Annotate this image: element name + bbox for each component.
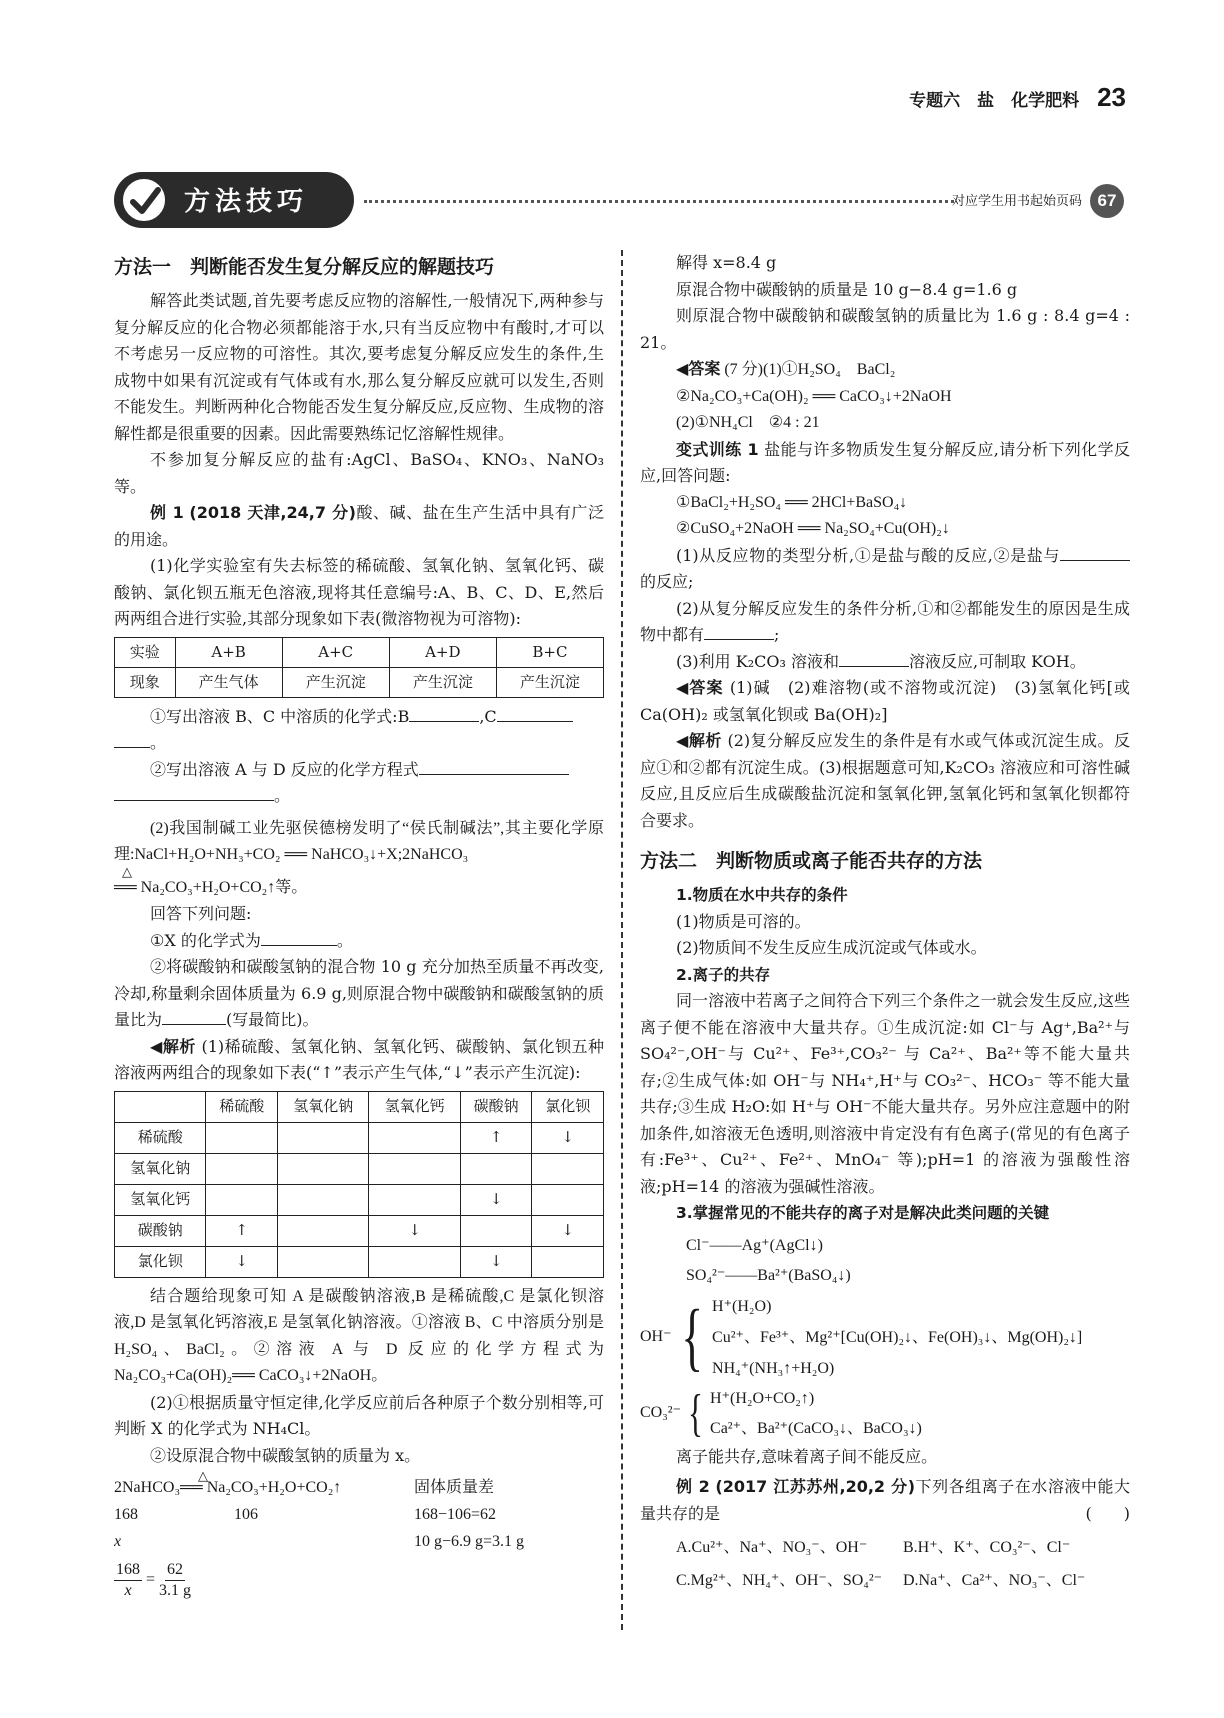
example-label: 例 2 — [676, 1477, 710, 1496]
table-cell: 产生沉淀 — [389, 667, 496, 697]
table-header: 氯化钡 — [532, 1091, 604, 1122]
question-1a — [114, 704, 604, 731]
answer-blank[interactable] — [114, 783, 274, 801]
options-row — [640, 1535, 1130, 1562]
answer-label-text: 答案 — [689, 678, 724, 697]
calc-value: 106 — [234, 1506, 258, 1523]
group-item: NH₄⁺(NH₃↑+H₂O) — [712, 1359, 835, 1377]
answer-label-text: 答案 — [688, 359, 721, 378]
table-cell: 产生气体 — [175, 667, 282, 697]
dotted-divider — [364, 200, 954, 203]
table-cell: 稀硫酸 — [115, 1122, 206, 1153]
answer-line: ②Na₂CO₃+Ca(OH)₂ ══ CaCO₃↓+2NaOH — [676, 387, 952, 405]
group-item: H⁺(H₂O) — [712, 1297, 772, 1315]
table-row — [115, 1122, 604, 1153]
variant-equation: ①BaCl₂+H₂SO₄ ══ 2HCl+BaSO₄↓ — [676, 493, 908, 511]
paragraph: 解答此类试题,首先要考虑反应物的溶解性,一般情况下,两种参与复分解反应的化合物必须都能溶于水,只有当反应物中有酸时,才可以不考虑另一反应物的可溶性。其次,要考虑复分解反应发生的条件,生成物中如果有沉淀或有气体或有水,那么复分解反应就可以发生,否则不能发生。判断两种化合物能否发生复分解反应,反应物、生成物的溶解性都是很重要的因素。因此需要熟练记忆溶解性规律。 — [114, 291, 604, 443]
answer-parens[interactable]: ( ) — [1085, 1503, 1130, 1523]
left-column — [114, 250, 604, 1601]
question-text: ①X 的化学式为 — [150, 930, 261, 950]
question-2: (2)我国制碱工业先驱侯德榜发明了“侯氏制碱法”,其主要化学原理:NaCl+H₂O+NH₃+CO₂ ══ NaHCO₃↓+X;2NaHCO₃ — [114, 819, 604, 863]
question-2b — [114, 863, 604, 902]
question-2e — [114, 954, 604, 1034]
example-source: (2018 天津,24,7 分) — [189, 503, 356, 522]
table-cell: ↓ — [532, 1215, 604, 1246]
variant-q3 — [640, 649, 1130, 676]
question-1a-cont: 。 — [114, 730, 604, 757]
question-text: (2)从复分解反应发生的条件分析,①和②都能发生的原因是生成物中都有 — [640, 598, 1130, 644]
table-cell: 氢氧化钠 — [115, 1153, 206, 1184]
question-text: 溶液反应,可制取 KOH。 — [908, 651, 1086, 671]
list-item: (2)物质间不发生反应生成沉淀或气体或水。 — [676, 938, 987, 957]
table-cell: ↓ — [460, 1184, 532, 1215]
delta-sign: △ — [198, 1468, 208, 1483]
table-row — [115, 1153, 604, 1184]
group-item: H⁺(H₂O+CO₂↑) — [710, 1389, 815, 1407]
checkmark-icon — [120, 176, 168, 224]
brace-icon: { — [680, 1295, 703, 1379]
question-1b — [114, 757, 604, 784]
group-items — [712, 1291, 1082, 1384]
analysis-label: ◀解析 — [150, 1036, 196, 1056]
example-label: 例 1 — [150, 503, 184, 522]
section-banner — [114, 172, 1124, 232]
answer-blank[interactable] — [704, 622, 774, 640]
answer-label: ◀答案 — [676, 359, 721, 378]
table-cell — [460, 1153, 532, 1184]
example1 — [114, 500, 604, 553]
analysis-2: 结合题给现象可知 A 是碳酸钠溶液,B 是稀硫酸,C 是氯化钡溶液,D 是氢氧化钙溶液,E 是氢氧化钠溶液。①溶液 B、C 中溶质分别是H₂SO₄、BaCl₂。②溶液 A 与 D 反应的化学方程式为Na₂CO₃+Ca(OH)₂══ CaCO₃↓+2NaOH。 — [114, 1287, 604, 1384]
ion-pair: SO₄²⁻——Ba²⁺(BaSO₄↓) — [686, 1266, 851, 1284]
variant-analysis — [640, 728, 1130, 834]
table-cell — [277, 1184, 368, 1215]
answer-blank[interactable] — [1060, 543, 1130, 561]
answer-blank[interactable] — [114, 730, 150, 748]
question-2c: 回答下列问题: — [150, 904, 252, 923]
answer-line: (2)①NH₄Cl ②4 : 21 — [676, 414, 820, 431]
list-item: (1)物质是可溶的。 — [676, 911, 811, 931]
option-a[interactable]: A.Cu²⁺、Na⁺、NO₃⁻、OH⁻ — [676, 1539, 868, 1556]
paragraph: 不参加复分解反应的盐有:AgCl、BaSO₄、KNO₃、NaNO₃ 等。 — [114, 450, 604, 496]
paragraph: 同一溶液中若离子之间符合下列三个条件之一就会发生反应,这些离子便不能在溶液中大量共存。①生成沉淀:如 Cl⁻与 Ag⁺,Ba²⁺与 SO₄²⁻,OH⁻与 Cu²⁺、Fe³⁺,CO₃²⁻ 与 Ca²⁺、Ba²⁺等不能大量共存;②生成气体:如 OH⁻与 NH₄⁺,H⁺与 CO₃²⁻、HCO₃⁻ 等不能大量共存;③生成 H₂O:如 H⁺与 OH⁻不能大量共存。另外应注意题中的附加条件,如溶液无色透明,则溶液中肯定没有有色离子(常见的有色离子有:Fe³⁺、Cu²⁺、Fe²⁺、MnO₄⁻ 等);pH=1 的溶液为强酸性溶液;pH=14 的溶液为强碱性溶液。 — [640, 991, 1130, 1196]
table-cell: 产生沉淀 — [496, 667, 603, 697]
page-number: 23 — [1097, 82, 1126, 112]
question-text: (写最简比)。 — [226, 1010, 319, 1029]
table-cell: ↓ — [532, 1122, 604, 1153]
calculation-block — [114, 1468, 604, 1601]
oh-group — [640, 1291, 1130, 1384]
answer-blank[interactable] — [419, 757, 569, 775]
analysis-4: ②设原混合物中碳酸氢钠的质量为 x。 — [150, 1445, 421, 1465]
numerator: 62 — [165, 1560, 185, 1581]
table-cell: ↓ — [460, 1246, 532, 1277]
table-header: A+B — [175, 637, 282, 667]
answer-blank[interactable] — [497, 704, 573, 722]
options-row — [640, 1568, 1130, 1595]
page-header — [909, 82, 1126, 113]
table-header: B+C — [496, 637, 603, 667]
column-divider — [621, 250, 623, 1630]
question-text: ①写出溶液 B、C 中溶质的化学式:B — [150, 706, 410, 726]
table-cell — [532, 1184, 604, 1215]
variant-equation: ②CuSO₄+2NaOH ══ Na₂SO₄+Cu(OH)₂↓ — [676, 520, 950, 537]
table-cell: 氯化钡 — [115, 1246, 206, 1277]
group-item: Ca²⁺、Ba²⁺(CaCO₃↓、BaCO₃↓) — [710, 1419, 922, 1437]
analysis-label: ◀解析 — [676, 731, 722, 750]
table-row — [115, 1184, 604, 1215]
table-header: A+D — [389, 637, 496, 667]
variant-q1 — [640, 543, 1130, 596]
table-header: 氢氧化钠 — [277, 1091, 368, 1122]
option-c[interactable]: C.Mg²⁺、NH₄⁺、OH⁻、SO₄²⁻ — [676, 1571, 883, 1589]
table-cell — [369, 1246, 460, 1277]
question-text: 的反应; — [640, 572, 694, 591]
table-cell — [369, 1153, 460, 1184]
question-1: (1)化学实验室有失去标签的稀硫酸、氢氧化钠、氢氧化钙、碳酸钠、氯化钡五瓶无色溶液,现将其任意编号:A、B、C、D、E,然后两两组合进行实验,其部分现象如下表(微溶物视为可溶物): — [114, 556, 604, 628]
table-header: 稀硫酸 — [206, 1091, 278, 1122]
solution-line: 则原混合物中碳酸钠和碳酸氢钠的质量比为 1.6 g : 8.4 g=4 : 21。 — [640, 306, 1130, 352]
numerator: 168 — [114, 1560, 142, 1581]
proportion: $\frac{168}{x}$ = $\frac{62}{3.1 g}$ — [116, 1561, 192, 1599]
table-cell — [532, 1153, 604, 1184]
denominator: 3.1 g — [159, 1582, 192, 1599]
table-cell — [277, 1153, 368, 1184]
variant-answer — [640, 675, 1130, 728]
banner-pill — [114, 172, 354, 228]
table-cell: 氢氧化钙 — [115, 1184, 206, 1215]
question-text: (1)从反应物的类型分析,①是盐与酸的反应,②是盐与 — [676, 545, 1060, 565]
method1-title: 方法一 判断能否发生复分解反应的解题技巧 — [114, 256, 495, 278]
subsection-title: 1.物质在水中共存的条件 — [676, 886, 848, 904]
option-b[interactable]: B.H⁺、K⁺、CO₃²⁻、Cl⁻ — [903, 1539, 1071, 1556]
subsection-title: 2.离子的共存 — [676, 965, 771, 984]
question-1b-cont: 。 — [114, 783, 604, 810]
brace-icon: { — [688, 1384, 704, 1442]
table-header: A+C — [282, 637, 389, 667]
question-text: ②写出溶液 A 与 D 反应的化学方程式 — [150, 759, 419, 779]
table-cell — [277, 1122, 368, 1153]
answer-label: ◀答案 — [676, 678, 724, 697]
method2-title: 方法二 判断物质或离子能否共存的方法 — [640, 850, 983, 872]
topic-title: 专题六 盐 化学肥料 — [909, 91, 1080, 111]
calc-label: 固体质量差 — [414, 1479, 495, 1496]
table-cell — [460, 1215, 532, 1246]
question-text: ,C — [479, 706, 497, 726]
solution-line: 原混合物中碳酸钠的质量是 10 g−8.4 g=1.6 g — [676, 279, 1018, 299]
question-text: ②将碳酸钠和碳酸氢钠的混合物 10 g 充分加热至质量不再改变,冷却,称量剩余固体质量为 6.9 g,则原混合物中碳酸钠和碳酸氢钠的质量比为 — [114, 957, 604, 1029]
table-header: 氢氧化钙 — [369, 1091, 460, 1122]
example-text: 下列各组离子在水溶液中能大量共存的是 — [640, 1477, 1130, 1523]
table-cell — [206, 1153, 278, 1184]
option-d[interactable]: D.Na⁺、Ca²⁺、NO₃⁻、Cl⁻ — [903, 1571, 1086, 1589]
table-cell: 现象 — [115, 667, 176, 697]
fraction — [114, 1560, 142, 1601]
right-column — [640, 250, 1130, 1594]
table-header: 实验 — [115, 637, 176, 667]
co3-group — [640, 1384, 1130, 1444]
analysis-3: (2)①根据质量守恒定律,化学反应前后各种原子个数分别相等,可判断 X 的化学式为 NH₄Cl。 — [114, 1392, 604, 1438]
fraction — [159, 1560, 191, 1601]
calc-equation: 2NaHCO₃══ Na₂CO₃+H₂O+CO₂↑ — [114, 1479, 342, 1496]
table-cell — [206, 1184, 278, 1215]
analysis-label-text: 解析 — [688, 731, 722, 750]
example-text: 酸、碱、盐在生产生活中具有广泛的用途。 — [114, 503, 604, 549]
group-label: CO₃²⁻ — [640, 1404, 682, 1422]
table-cell: 产生沉淀 — [282, 667, 389, 697]
ref-text: 对应学生用书起始页码 — [951, 194, 1082, 209]
table-header — [115, 1091, 206, 1122]
table-cell: ↓ — [369, 1215, 460, 1246]
table-cell — [277, 1215, 368, 1246]
question-2d: ①X 的化学式为 。 — [114, 928, 604, 955]
table-cell: ↑ — [460, 1122, 532, 1153]
table-row — [115, 1215, 604, 1246]
analysis — [114, 1034, 604, 1087]
calc-value: 10 g−6.9 g=3.1 g — [414, 1533, 525, 1550]
table-cell — [277, 1246, 368, 1277]
table-cell — [369, 1184, 460, 1215]
ion-pair: Cl⁻——Ag⁺(AgCl↓) — [686, 1236, 823, 1254]
ion-pairs — [640, 1231, 1130, 1444]
analysis-text: (1)稀硫酸、氢氧化钠、氢氧化钙、碳酸钠、氯化钡五种溶液两两组合的现象如下表(“↑”表示产生气体,“↓”表示产生沉淀): — [114, 1036, 604, 1082]
example-source: (2017 江苏苏州,20,2 分) — [715, 1477, 916, 1496]
paragraph: 离子能共存,意味着离子间不能反应。 — [676, 1446, 938, 1466]
table-cell: 碳酸钠 — [115, 1215, 206, 1246]
table-cell: ↓ — [206, 1246, 278, 1277]
answer-blank[interactable] — [409, 704, 479, 722]
variant-text: 盐能与许多物质发生复分解反应,请分析下列化学反应,回答问题: — [640, 439, 1130, 485]
solution-line: 解得 x=8.4 g — [676, 253, 777, 272]
table-cell — [532, 1246, 604, 1277]
table-cell — [369, 1122, 460, 1153]
answer-text: (7 分)(1)①H₂SO₄ BaCl₂ — [724, 361, 896, 378]
equation-text: ══ Na₂CO₃+H₂O+CO₂↑等。 — [114, 878, 308, 896]
group-items — [710, 1384, 922, 1444]
answer-text: (1)碱 (2)难溶物(或不溶物或沉淀) (3)氢氧化钙[或 Ca(OH)₂ 或氢氧化钡或 Ba(OH)₂] — [640, 678, 1130, 724]
variant-label: 变式训练 1 — [676, 439, 759, 459]
answer — [640, 356, 1130, 384]
group-item: Cu²⁺、Fe³⁺、Mg²⁺[Cu(OH)₂↓、Fe(OH)₃↓、Mg(OH)₂↓] — [712, 1328, 1083, 1346]
subsection-title: 3.掌握常见的不能共存的离子对是解决此类问题的关键 — [676, 1204, 1050, 1222]
answer-blank[interactable] — [839, 649, 909, 667]
group-label: OH⁻ — [640, 1327, 672, 1345]
answer-blank[interactable] — [162, 1007, 226, 1025]
example2 — [640, 1474, 1130, 1527]
table-cell — [206, 1122, 278, 1153]
answer-blank[interactable] — [261, 928, 337, 946]
reaction-matrix-table — [114, 1091, 604, 1278]
denominator: x — [124, 1582, 132, 1599]
banner-title: 方法技巧 — [184, 187, 309, 217]
calc-value: 168−106=62 — [414, 1506, 497, 1523]
variant-q2: (2)从复分解反应发生的条件分析,①和②都能发生的原因是生成物中都有 ; — [640, 598, 1130, 644]
variant-training — [640, 437, 1130, 490]
analysis-label-text: 解析 — [162, 1036, 196, 1056]
calc-value: 168 — [114, 1506, 138, 1523]
table-header: 碳酸钠 — [460, 1091, 532, 1122]
calc-value: x — [114, 1533, 122, 1550]
table-cell: ↑ — [206, 1215, 278, 1246]
ref-page-badge: 67 — [1090, 184, 1124, 218]
analysis-text: (2)复分解反应发生的条件是有水或气体或沉淀生成。反应①和②都有沉淀生成。(3)根据题意可知,K₂CO₃ 溶液应和可溶性碱反应,且反应后生成碳酸盐沉淀和氢氧化钾,氢氧化钙和氢氧化钡都符合要求。 — [640, 731, 1130, 830]
table-row — [115, 1246, 604, 1277]
question-text: (3)利用 K₂CO₃ 溶液和 — [676, 651, 839, 671]
phenomena-table — [114, 637, 604, 698]
delta-sign: △ — [122, 863, 132, 879]
